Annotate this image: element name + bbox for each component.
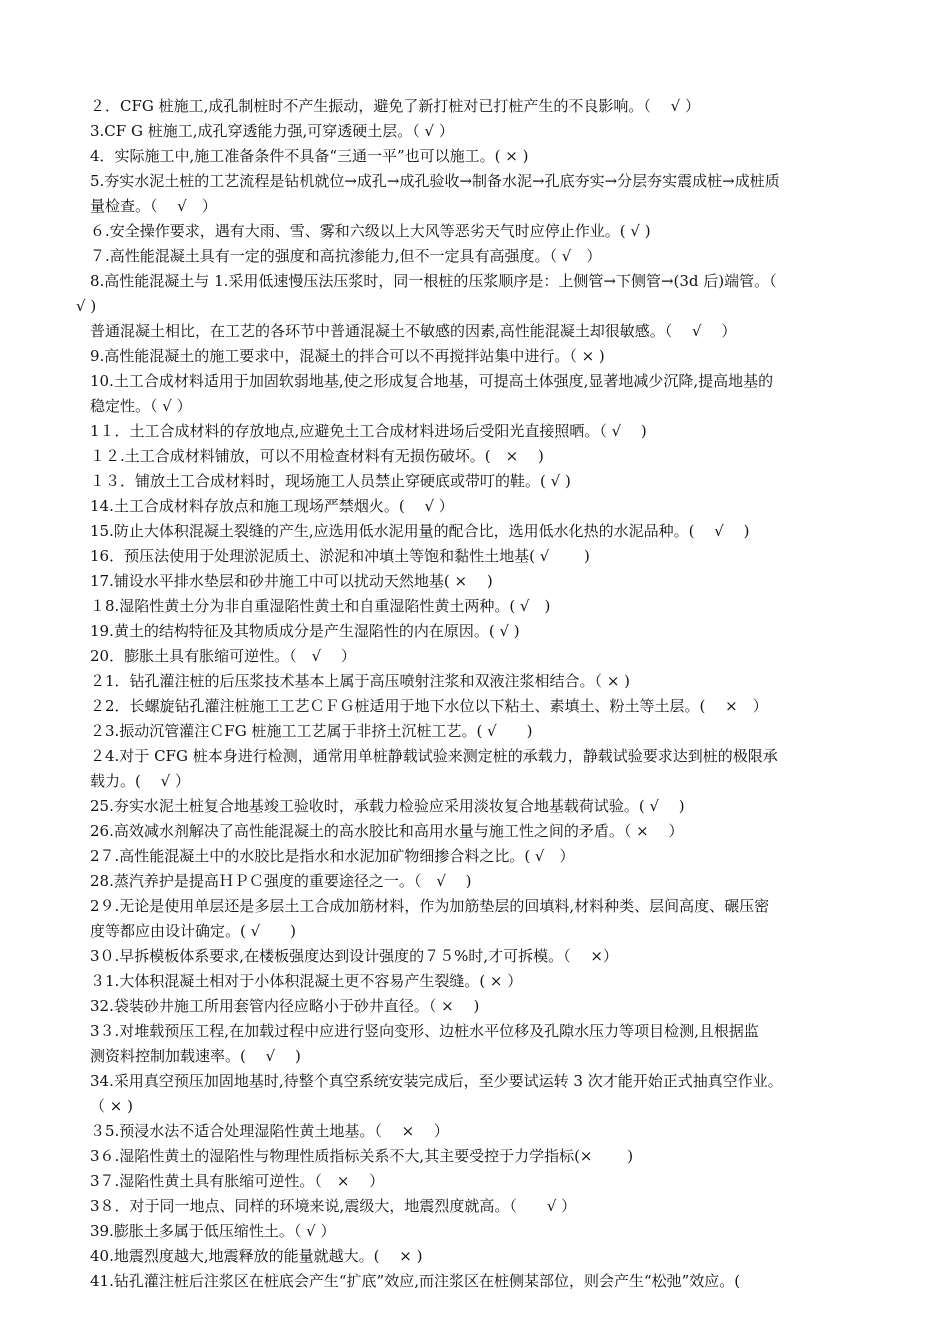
text-line: 26.高效减水剂解决了高性能混凝土的高水胶比和高用水量与施工性之间的矛盾。（ × ） <box>90 822 684 840</box>
text-line: （ × ) <box>90 1097 133 1115</box>
text-line: 5.夯实水泥土桩的工艺流程是钻机就位→成孔→成孔验收→制备水泥→孔底夯实→分层夯实震成桩→成桩质 <box>90 172 780 190</box>
text-line: ２1．钻孔灌注桩的后压浆技术基本上属于高压喷射注浆和双液注浆相结合。（ × ) <box>90 672 631 690</box>
text-line: 3.CF G 桩施工,成孔穿透能力强,可穿透硬土层。（ √ ） <box>90 122 454 140</box>
text-line: 2９.无论是使用单层还是多层土工合成加筋材料，作为加筋垫层的回填料,材料种类、层间高度、碾压密 <box>90 897 770 915</box>
text-line: 载力。( √ ） <box>90 772 190 790</box>
text-line: 39.膨胀土多属于低压缩性土。（ √ ） <box>90 1222 336 1240</box>
text-line: 20．膨胀土具有胀缩可逆性。（ √ ） <box>90 647 356 665</box>
text-line: 3０.早拆模板体系要求,在楼板强度达到设计强度的７５%时,才可拆模。（ ×） <box>90 947 618 965</box>
text-line: 10.土工合成材料适用于加固软弱地基,使之形成复合地基，可提高土体强度,显著地减少沉降,提高地基的 <box>90 372 774 390</box>
text-line: ３1.大体积混凝土相对于小体积混凝土更不容易产生裂缝。( × ） <box>90 972 523 990</box>
text-line: 量检查。（ √ ） <box>90 197 217 215</box>
text-line: 19.黄土的结构特征及其物质成分是产生湿陷性的内在原因。( √ ) <box>90 622 520 640</box>
text-line: 40.地震烈度越大,地震释放的能量就越大。( × ) <box>90 1247 423 1265</box>
text-line: 1１．土工合成材料的存放地点,应避免土工合成材料进场后受阳光直接照晒。（ √ ) <box>90 422 647 440</box>
text-line: 3７.湿陷性黄土具有胀缩可逆性。（ × ） <box>90 1172 385 1190</box>
text-line: 28.蒸汽养护是提高ＨＰＣ强度的重要途径之一。（ √ ) <box>90 872 472 890</box>
text-line: ２4.对于 CFG 桩本身进行检测，通常用单桩静载试验来测定桩的承载力，静载试验要求达到桩的极限承 <box>90 747 778 765</box>
text-line: 9.高性能混凝土的施工要求中，混凝土的拌合可以不再搅拌站集中进行。（ × ) <box>90 347 605 365</box>
text-line: ７.高性能混凝土具有一定的强度和高抗渗能力,但不一定具有高强度。（ √ ） <box>90 247 602 265</box>
text-line: 测资料控制加载速率。( √ ) <box>90 1047 301 1065</box>
text-line: ２3.振动沉管灌注ＣFG 桩施工工艺属于非挤土沉桩工艺。( √ ) <box>90 722 533 740</box>
text-line: 34.采用真空预压加固地基时,待整个真空系统安装完成后，至少要试运转 3 次才能开始正式抽真空作业。 <box>90 1072 783 1090</box>
text-line: １２.土工合成材料铺放，可以不用检查材料有无损伤破坏。( × ) <box>90 447 544 465</box>
text-line: 25.夯实水泥土桩复合地基竣工验收时，承载力检验应采用淡妆复合地基载荷试验。( √ ) <box>90 797 685 815</box>
text-line: １8.湿陷性黄土分为非自重湿陷性黄土和自重湿陷性黄土两种。( √ ) <box>90 597 551 615</box>
text-line: ６.安全操作要求，遇有大雨、雪、雾和六级以上大风等恶劣天气时应停止作业。( √ ) <box>90 222 651 240</box>
text-line: 普通混凝土相比，在工艺的各环节中普通混凝土不敏感的因素,高性能混凝土却很敏感。（ √ ） <box>90 322 737 340</box>
text-line: 3３.对堆载预压工程,在加载过程中应进行竖向变形、边桩水平位移及孔隙水压力等项目检测,且根据监 <box>90 1022 759 1040</box>
text-line: 4．实际施工中,施工准备条件不具备“三通一平”也可以施工。( × ) <box>90 147 529 165</box>
text-line: 3８．对于同一地点、同样的环境来说,震级大，地震烈度就高。（ √ ） <box>90 1197 577 1215</box>
text-line: 15.防止大体积混凝土裂缝的产生,应选用低水泥用量的配合比，选用低水化热的水泥品种。( √ ) <box>90 522 750 540</box>
text-line: 17.铺设水平排水垫层和砂井施工中可以扰动天然地基( × ) <box>90 572 493 590</box>
text-line: ２．CFG 桩施工,成孔制桩时不产生振动，避免了新打桩对已打桩产生的不良影响。（ √ ） <box>90 97 701 115</box>
text-line: １３．铺放土工合成材料时，现场施工人员禁止穿硬底或带叮的鞋。( √ ) <box>90 472 571 490</box>
text-line: 稳定性。（ √ ） <box>90 397 192 415</box>
text-line: 2７.高性能混凝土中的水胶比是指水和水泥加矿物细掺合料之比。( √ ） <box>90 847 575 865</box>
text-line: 度等都应由设计确定。( √ ) <box>90 922 297 940</box>
text-line: √ ) <box>76 297 97 315</box>
text-line: 8.高性能混凝土与 1.采用低速慢压法压浆时，同一根桩的压浆顺序是：上侧管→下侧管→(3d 后)端管。（ <box>90 272 777 290</box>
text-line: 14.土工合成材料存放点和施工现场严禁烟火。( √ ） <box>90 497 454 515</box>
text-line: ２2．长螺旋钻孔灌注桩施工工艺ＣＦＧ桩适用于地下水位以下粘土、素填土、粉土等土层。( × ） <box>90 697 768 715</box>
text-line: 41.钻孔灌注桩后注浆区在桩底会产生“扩底”效应,而注浆区在桩侧某部位，则会产生“松弛”效应。( <box>90 1272 741 1290</box>
text-line: 16．预压法使用于处理淤泥质土、淤泥和冲填土等饱和黏性土地基( √ ) <box>90 547 590 565</box>
text-line: 32.袋装砂井施工所用套管内径应略小于砂井直径。（ × ) <box>90 997 480 1015</box>
text-line: ３5.预浸水法不适合处理湿陷性黄土地基。（ × ） <box>90 1122 449 1140</box>
text-line: 3６.湿陷性黄土的湿陷性与物理性质指标关系不大,其主要受控于力学指标(× ) <box>90 1147 634 1165</box>
